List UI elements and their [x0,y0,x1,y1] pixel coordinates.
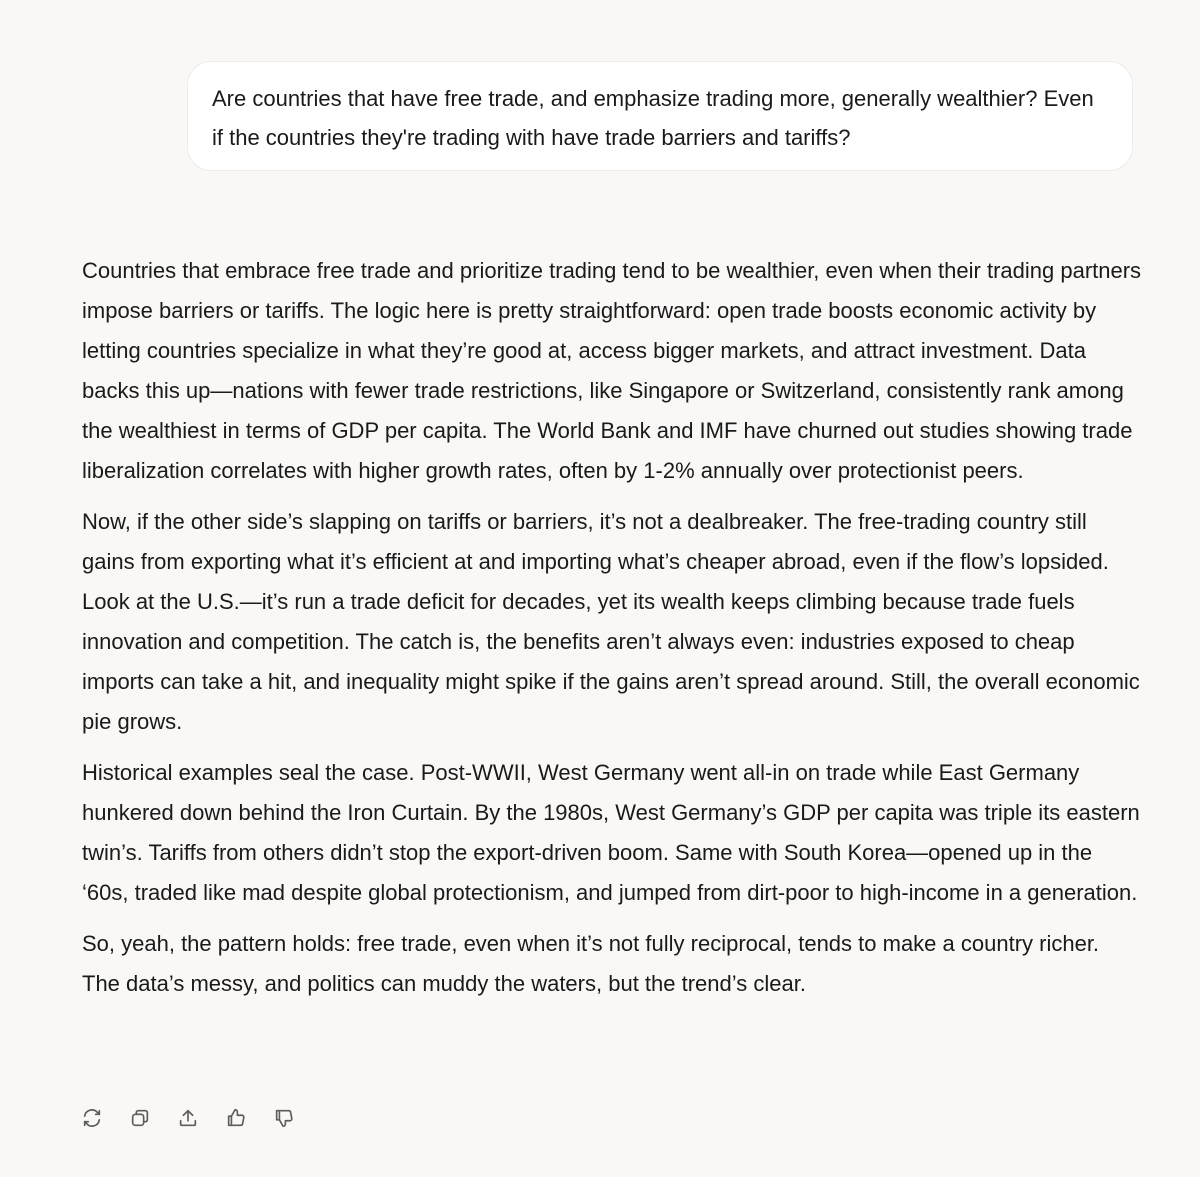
regenerate-button[interactable] [80,1106,104,1130]
user-message-bubble [187,61,1133,171]
thumbs-up-icon [225,1107,247,1129]
response-paragraph-1: Countries that embrace free trade and prioritize trading tend to be wealthier, even when their trading partners impose barriers or tariffs. The logic here is pretty straightforward: open trade boosts economic activity by letting countries specialize in what they’re good at, access bigger markets, and attract investment. Data backs this up—nations with fewer trade restrictions, like Singapore or Switzerland, consistently rank among the wealthiest in terms of GDP per capita. The World Bank and IMF have churned out studies showing trade liberalization correlates with higher growth rates, often by 1-2% annually over protectionist peers. [82,258,1142,483]
user-message-text: Are countries that have free trade, and emphasize trading more, generally wealthier? Even if the countries they're trading with have trade barriers and tariffs? [212,86,1094,150]
assistant-response [82,251,1142,1015]
regenerate-icon [81,1107,103,1129]
share-icon [177,1107,199,1129]
thumbs-down-icon [273,1107,295,1129]
response-paragraph-4: So, yeah, the pattern holds: free trade, even when it’s not fully reciprocal, tends to make a country richer. The data’s messy, and politics can muddy the waters, but the trend’s clear. [82,931,1100,996]
thumbs-down-button[interactable] [272,1106,296,1130]
thumbs-up-button[interactable] [224,1106,248,1130]
copy-button[interactable] [128,1106,152,1130]
response-paragraph-2: Now, if the other side’s slapping on tariffs or barriers, it’s not a dealbreaker. The free-trading country still gains from exporting what it’s efficient at and importing what’s cheaper abroad, even if the flow’s lopsided. Look at the U.S.—it’s run a trade deficit for decades, yet its wealth keeps climbing because trade fuels innovation and competition. The catch is, the benefits aren’t always even: industries exposed to cheap imports can take a hit, and inequality might spike if the gains aren’t spread around. Still, the overall economic pie grows. [82,509,1140,734]
copy-icon [129,1107,151,1129]
response-actions [80,1106,320,1130]
share-button[interactable] [176,1106,200,1130]
response-paragraph-3: Historical examples seal the case. Post-WWII, West Germany went all-in on trade while East Germany hunkered down behind the Iron Curtain. By the 1980s, West Germany’s GDP per capita was triple its eastern twin’s. Tariffs from others didn’t stop the export-driven boom. Same with South Korea—opened up in the ‘60s, traded like mad despite global protectionism, and jumped from dirt-poor to high-income in a generation. [82,760,1140,905]
